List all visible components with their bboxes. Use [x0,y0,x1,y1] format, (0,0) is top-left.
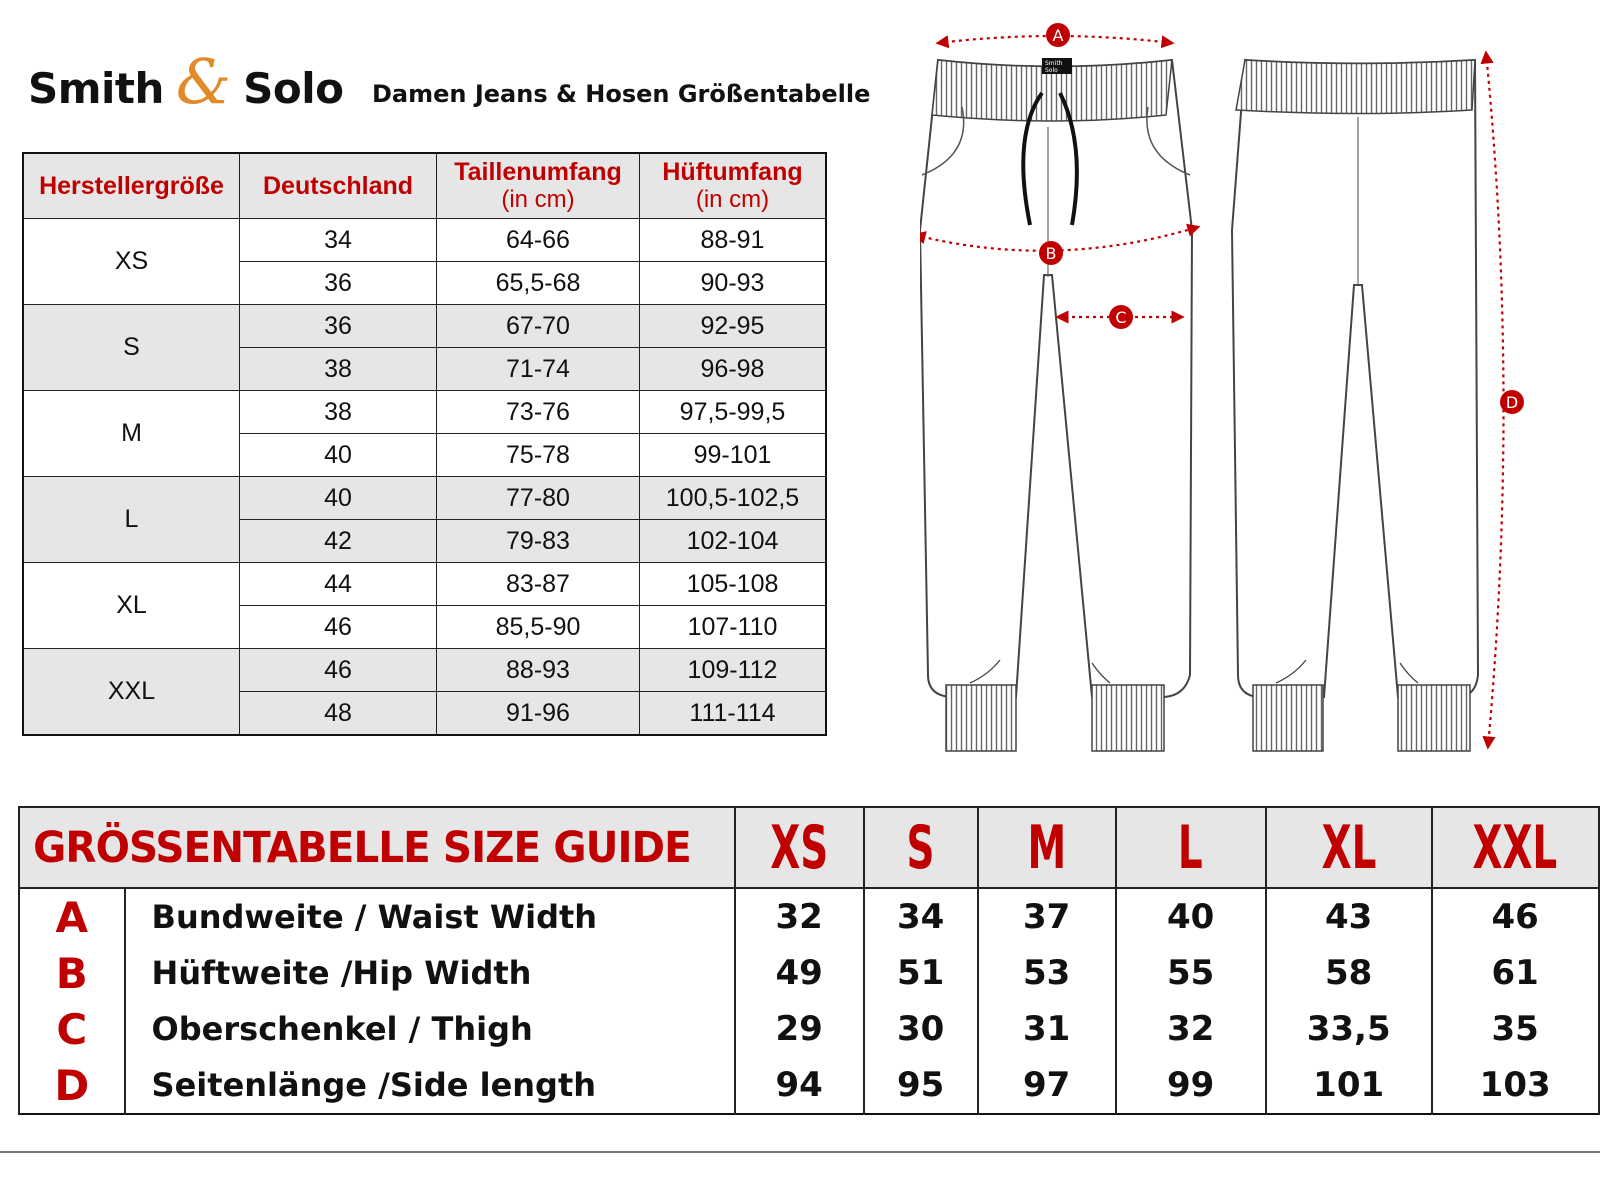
de-cell: 48 [240,692,437,736]
table-row [23,305,826,348]
measurement-row-c [19,1001,1599,1057]
waist-cell: 71-74 [437,348,640,391]
value-cell: 99 [1116,1057,1266,1114]
de-cell: 46 [240,649,437,692]
size-header-s [864,807,978,888]
value-cell: 49 [735,945,864,1001]
value-cell: 35 [1432,1001,1599,1057]
value-cell: 51 [864,945,978,1001]
waist-cell: 79-83 [437,520,640,563]
waist-cell: 85,5-90 [437,606,640,649]
waist-cell: 64-66 [437,219,640,262]
hip-cell: 105-108 [640,563,827,606]
size-header-xs [735,807,864,888]
de-cell: 38 [240,348,437,391]
size-header-m [978,807,1116,888]
de-cell: 42 [240,520,437,563]
brand-word-smith: Smith [28,63,164,113]
value-cell: 32 [735,888,864,945]
size-cell: S [23,305,240,391]
de-cell: 38 [240,391,437,434]
hip-cell: 97,5-99,5 [640,391,827,434]
de-cell: 34 [240,219,437,262]
brand-word-solo: Solo [243,63,344,113]
measurement-row-a [19,888,1599,945]
row-label: Hüftweite /Hip Width [125,945,735,1001]
value-cell: 101 [1266,1057,1432,1114]
table-row [23,477,826,520]
value-cell: 61 [1432,945,1599,1001]
header-waist-label: Taillenumfang [454,158,622,186]
row-letter: C [19,1001,125,1057]
table-row [23,563,826,606]
trousers-measurement-diagram [920,15,1560,765]
value-cell: 32 [1116,1001,1266,1057]
value-cell: 94 [735,1057,864,1114]
hip-cell: 96-98 [640,348,827,391]
bottom-divider [0,1151,1600,1153]
waist-cell: 73-76 [437,391,640,434]
value-cell: 103 [1432,1057,1599,1114]
size-cell: XL [23,563,240,649]
brand-tag-line2: Solo [1045,67,1058,74]
marker-a-label: A [1052,26,1064,45]
size-header-xl [1266,807,1432,888]
size-header-label: S [906,812,935,883]
size-header-label: L [1178,812,1204,883]
measurement-row-b [19,945,1599,1001]
marker-c [1109,305,1133,329]
hip-cell: 109-112 [640,649,827,692]
size-cell: XXL [23,649,240,736]
table-row [23,649,826,692]
waist-cell: 65,5-68 [437,262,640,305]
header-hip-label: Hüftumfang [662,158,803,186]
value-cell: 55 [1116,945,1266,1001]
marker-d-label: D [1505,393,1519,412]
waist-cell: 91-96 [437,692,640,736]
waist-cell: 77-80 [437,477,640,520]
brand-ampersand: & [175,45,232,118]
hip-cell: 111-114 [640,692,827,736]
hip-cell: 102-104 [640,520,827,563]
hip-cell: 92-95 [640,305,827,348]
hip-cell: 100,5-102,5 [640,477,827,520]
row-label: Oberschenkel / Thigh [125,1001,735,1057]
hip-cell: 90-93 [640,262,827,305]
measurement-row-d [19,1057,1599,1114]
marker-b-label: B [1045,244,1057,263]
waist-cell: 88-93 [437,649,640,692]
value-cell: 31 [978,1001,1116,1057]
header-size: Herstellergröße [23,153,240,219]
marker-d [1500,390,1524,414]
hip-cell: 107-110 [640,606,827,649]
de-cell: 40 [240,434,437,477]
size-guide-title-cell [19,807,735,888]
value-cell: 34 [864,888,978,945]
de-cell: 44 [240,563,437,606]
row-label: Bundweite / Waist Width [125,888,735,945]
value-cell: 40 [1116,888,1266,945]
value-cell: 29 [735,1001,864,1057]
marker-a [1046,23,1070,47]
size-header-l [1116,807,1266,888]
marker-b [1039,241,1063,265]
size-header-label: XXL [1472,812,1558,883]
table-header-row [23,153,826,219]
size-cell: L [23,477,240,563]
header-germany: Deutschland [240,153,437,219]
hip-cell: 88-91 [640,219,827,262]
front-trousers-drawing [920,58,1192,751]
value-cell: 97 [978,1057,1116,1114]
marker-c-label: C [1115,308,1127,327]
de-cell: 40 [240,477,437,520]
header-waist-unit: (in cm) [501,186,575,213]
size-cell: M [23,391,240,477]
page-subtitle: Damen Jeans & Hosen Größentabelle [372,80,871,108]
de-cell: 36 [240,262,437,305]
size-header-label: XL [1321,812,1377,883]
value-cell: 46 [1432,888,1599,945]
size-header-xxl [1432,807,1599,888]
brand-tag-line1: Smith [1045,60,1063,67]
size-cell: XS [23,219,240,305]
de-cell: 36 [240,305,437,348]
table-row [23,391,826,434]
value-cell: 30 [864,1001,978,1057]
brand-logo [28,45,344,118]
value-cell: 58 [1266,945,1432,1001]
waist-cell: 83-87 [437,563,640,606]
size-header-label: XS [770,812,829,883]
value-cell: 43 [1266,888,1432,945]
size-guide-title: GRÖSSENTABELLE SIZE GUIDE [33,822,691,873]
size-guide-table [18,806,1600,1115]
value-cell: 95 [864,1057,978,1114]
row-label: Seitenlänge /Side length [125,1057,735,1114]
table-row [23,219,826,262]
header-hip [640,153,827,219]
hip-cell: 99-101 [640,434,827,477]
waist-cell: 75-78 [437,434,640,477]
value-cell: 53 [978,945,1116,1001]
back-trousers-drawing [1232,60,1478,751]
de-cell: 46 [240,606,437,649]
size-guide-header-row [19,807,1599,888]
size-conversion-table [22,152,827,736]
value-cell: 37 [978,888,1116,945]
waist-cell: 67-70 [437,305,640,348]
header-hip-unit: (in cm) [695,186,770,213]
header-waist [437,153,640,219]
value-cell: 33,5 [1266,1001,1432,1057]
row-letter: A [19,888,125,945]
row-letter: B [19,945,125,1001]
row-letter: D [19,1057,125,1114]
size-header-label: M [1027,812,1067,883]
